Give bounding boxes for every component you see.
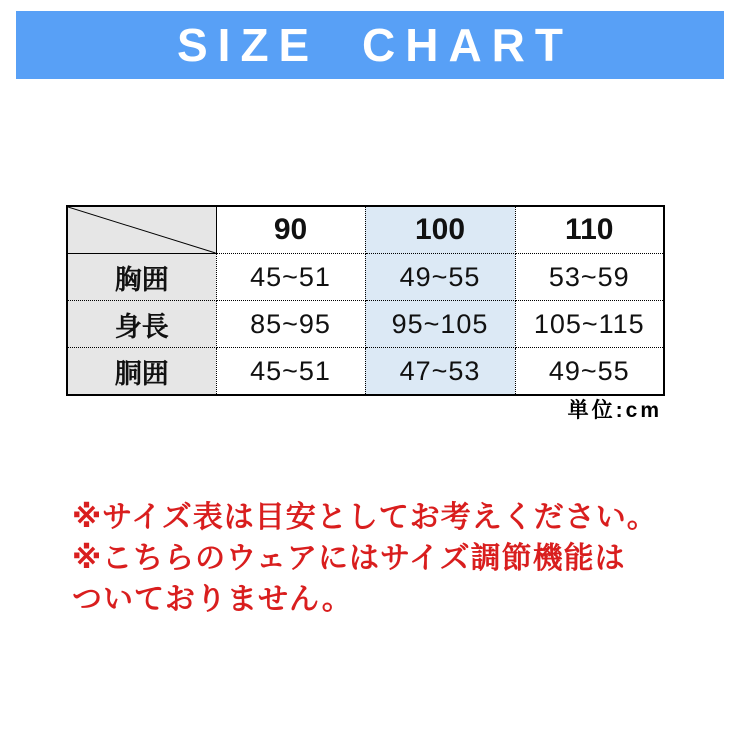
note-line: ※こちらのウェアにはサイズ調節機能は (72, 542, 626, 575)
unit-note: 単位:cm (567, 399, 662, 422)
column-header-100: 100 (365, 206, 515, 254)
size-value-cell: 85~95 (216, 301, 365, 348)
row-label-chest: 胸囲 (67, 254, 216, 301)
row-label-height: 身長 (67, 301, 216, 348)
size-value-cell: 95~105 (365, 301, 515, 348)
column-header-90: 90 (216, 206, 365, 254)
table-header-row (67, 206, 664, 254)
column-header-110: 110 (515, 206, 664, 254)
size-value-cell: 49~55 (365, 254, 515, 301)
table-row-waist (67, 348, 664, 396)
note-line: ※サイズ表は目安としてお考えください。 (72, 501, 658, 534)
size-chart-banner (16, 11, 724, 79)
banner-title: SIZE CHART (177, 19, 573, 71)
size-value-cell: 105~115 (515, 301, 664, 348)
size-value-cell: 49~55 (515, 348, 664, 396)
diagonal-line-icon (68, 207, 216, 253)
size-value-cell: 45~51 (216, 348, 365, 396)
size-value-cell: 53~59 (515, 254, 664, 301)
size-chart-table (66, 205, 665, 396)
size-value-cell: 45~51 (216, 254, 365, 301)
corner-cell (67, 206, 216, 254)
note-line: ついておりません。 (72, 583, 353, 616)
size-value-cell: 47~53 (365, 348, 515, 396)
table-row-height (67, 301, 664, 348)
notes-block (72, 497, 658, 620)
table-row-chest (67, 254, 664, 301)
row-label-waist: 胴囲 (67, 348, 216, 396)
